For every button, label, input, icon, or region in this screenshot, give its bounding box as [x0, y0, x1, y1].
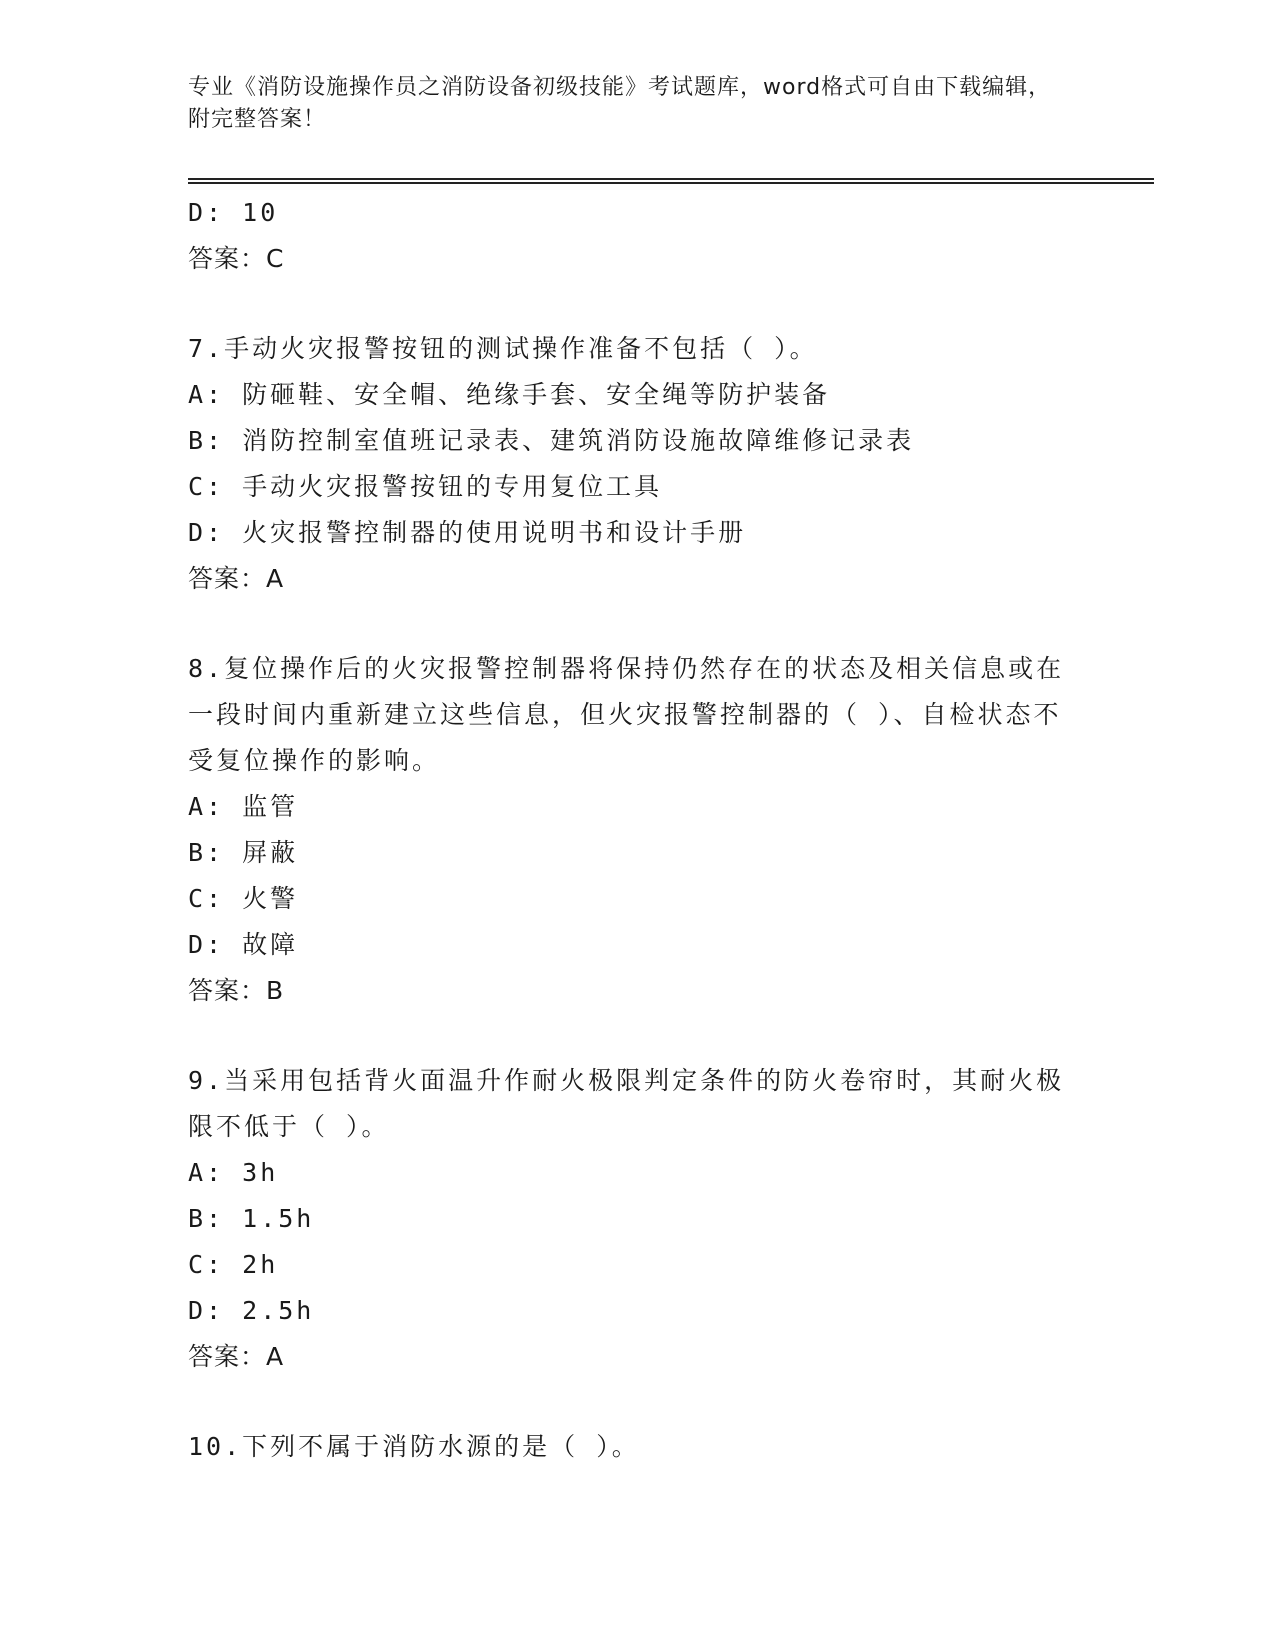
question-7-option-d: D: 火灾报警控制器的使用说明书和设计手册	[188, 518, 747, 547]
question-10: 10.下列不属于消防水源的是（ ）。	[188, 1432, 640, 1461]
question-9: 9.当采用包括背火面温升作耐火极限判定条件的防火卷帘时，其耐火极限不低于（ ）。	[188, 1066, 1065, 1141]
question-8-option-a: A: 监管	[188, 792, 299, 821]
question-9-option-b: B: 1.5h	[188, 1204, 315, 1233]
document-header: 专业《消防设施操作员之消防设备初级技能》考试题库，word格式可自由下载编辑，附完整答案！	[188, 75, 1052, 132]
answer-prev: 答案：C	[188, 244, 285, 273]
question-8-option-c: C: 火警	[188, 884, 299, 913]
header-divider	[188, 178, 1154, 184]
question-8-option-b: B: 屏蔽	[188, 838, 299, 867]
question-7-answer: 答案：A	[188, 564, 285, 593]
question-7: 7.手动火灾报警按钮的测试操作准备不包括（ ）。	[188, 334, 818, 363]
question-8-answer: 答案：B	[188, 976, 285, 1005]
question-9-answer: 答案：A	[188, 1342, 285, 1371]
question-7-option-b: B: 消防控制室值班记录表、建筑消防设施故障维修记录表	[188, 426, 915, 455]
question-8-option-d: D: 故障	[188, 930, 299, 959]
option-d-prev: D: 10	[188, 198, 279, 227]
question-9-option-a: A: 3h	[188, 1158, 279, 1187]
question-7-option-a: A: 防砸鞋、安全帽、绝缘手套、安全绳等防护装备	[188, 380, 831, 409]
question-7-option-c: C: 手动火灾报警按钮的专用复位工具	[188, 472, 663, 501]
question-9-option-c: C: 2h	[188, 1250, 279, 1279]
document-body	[188, 190, 1088, 1470]
question-9-option-d: D: 2.5h	[188, 1296, 315, 1325]
question-8: 8.复位操作后的火灾报警控制器将保持仍然存在的状态及相关信息或在一段时间内重新建立这些信息，但火灾报警控制器的（ ）、自检状态不受复位操作的影响。	[188, 654, 1065, 775]
